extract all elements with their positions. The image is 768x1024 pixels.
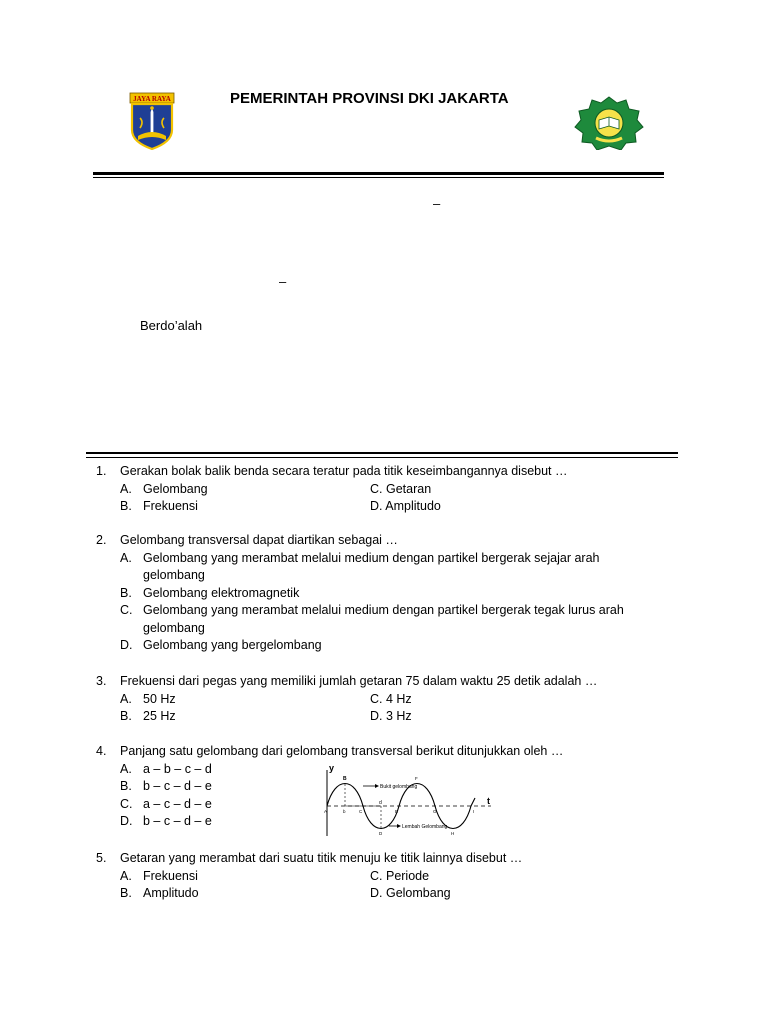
option-a[interactable]: A. a – b – c – d — [120, 761, 212, 776]
question-number: 2. — [96, 533, 107, 547]
point-label: C — [359, 809, 363, 814]
question-stem: Frekuensi dari pegas yang memiliki jumlah getaran 75 dalam waktu 25 detik adalah … — [120, 674, 598, 688]
transverse-wave-diagram — [323, 762, 495, 838]
trough-arrowhead — [397, 824, 401, 828]
trough-label: Lembah Gelombang — [402, 824, 448, 830]
header-divider — [93, 172, 664, 175]
point-label: E — [395, 809, 399, 814]
blank-dash: – — [433, 196, 441, 211]
option-row — [120, 498, 656, 516]
question-stem: Gerakan bolak balik benda secara teratur pada titik keseimbangannya disebut … — [120, 464, 568, 478]
point-label: G — [433, 809, 437, 814]
option-a[interactable]: A. Frekuensi — [120, 868, 198, 883]
question-stem: Gelombang transversal dapat diartikan sebagai … — [120, 533, 398, 547]
option-a[interactable]: A. Gelombang yang merambat melalui medium dengan partikel bergerak sejajar arah gelombang — [120, 550, 600, 582]
option-c[interactable]: C. a – c – d – e — [120, 796, 212, 811]
crest-label: Bukit gelombang — [380, 784, 418, 790]
question-2 — [96, 532, 656, 655]
option-b[interactable]: B. Frekuensi — [120, 499, 198, 513]
emblem-motto: JAYA RAYA — [133, 94, 171, 103]
question-3 — [96, 673, 656, 726]
option-d[interactable]: D. b – c – d – e — [120, 814, 212, 828]
section-divider-thin — [86, 457, 678, 458]
question-number: 3. — [96, 674, 107, 688]
option-d[interactable]: D. Gelombang — [370, 886, 451, 900]
point-label: d — [379, 800, 382, 806]
header-divider-thin — [93, 177, 664, 178]
point-label: I — [473, 809, 475, 814]
question-number: 1. — [96, 464, 107, 478]
question-1 — [96, 463, 656, 516]
point-label: H — [451, 831, 455, 836]
point-label: B — [343, 776, 347, 782]
t-axis-label: t — [487, 796, 490, 806]
question-stem: Getaran yang merambat dari suatu titik menuju ke titik lainnya disebut … — [120, 851, 523, 865]
page-title: PEMERINTAH PROVINSI DKI JAKARTA — [230, 90, 509, 107]
question-5 — [96, 850, 656, 903]
option-d[interactable]: D. 3 Hz — [370, 709, 412, 723]
question-stem: Panjang satu gelombang dari gelombang transversal berikut ditunjukkan oleh … — [120, 744, 564, 758]
option-b[interactable]: B. 25 Hz — [120, 709, 176, 723]
prayer-instruction: Berdo’alah — [140, 318, 203, 333]
point-label: D — [379, 831, 383, 836]
option-b[interactable]: B. b – c – d – e — [120, 779, 212, 793]
option-c[interactable]: C. Getaran — [370, 481, 432, 496]
option-a[interactable]: A. 50 Hz — [120, 691, 176, 706]
option-c[interactable]: C. 4 Hz — [370, 691, 412, 706]
point-label: b — [343, 809, 346, 814]
blank-dash: – — [279, 274, 287, 289]
point-label: A — [324, 809, 328, 814]
option-row — [120, 708, 656, 726]
option-d[interactable]: D. Amplitudo — [370, 499, 441, 513]
option-row — [120, 885, 656, 903]
question-number: 4. — [96, 744, 107, 758]
crest-arrowhead — [375, 784, 379, 788]
jaya-raya-emblem-icon — [128, 92, 176, 150]
option-d[interactable]: D. Gelombang yang bergelombang — [120, 638, 322, 652]
point-label: F — [415, 776, 418, 781]
school-emblem-icon — [574, 96, 644, 150]
option-c[interactable]: C. Gelombang yang merambat melalui medium dengan partikel bergerak tegak lurus arah gelombang — [120, 603, 624, 635]
section-divider — [86, 452, 678, 454]
option-row — [120, 691, 656, 709]
option-c[interactable]: C. Periode — [370, 868, 430, 883]
option-b[interactable]: B. Gelombang elektromagnetik — [120, 585, 300, 600]
y-axis-label: y — [329, 763, 335, 773]
question-number: 5. — [96, 851, 107, 865]
option-b[interactable]: B. Amplitudo — [120, 886, 199, 900]
option-row — [120, 868, 656, 886]
option-row — [120, 481, 656, 499]
option-a[interactable]: A. Gelombang — [120, 481, 208, 496]
